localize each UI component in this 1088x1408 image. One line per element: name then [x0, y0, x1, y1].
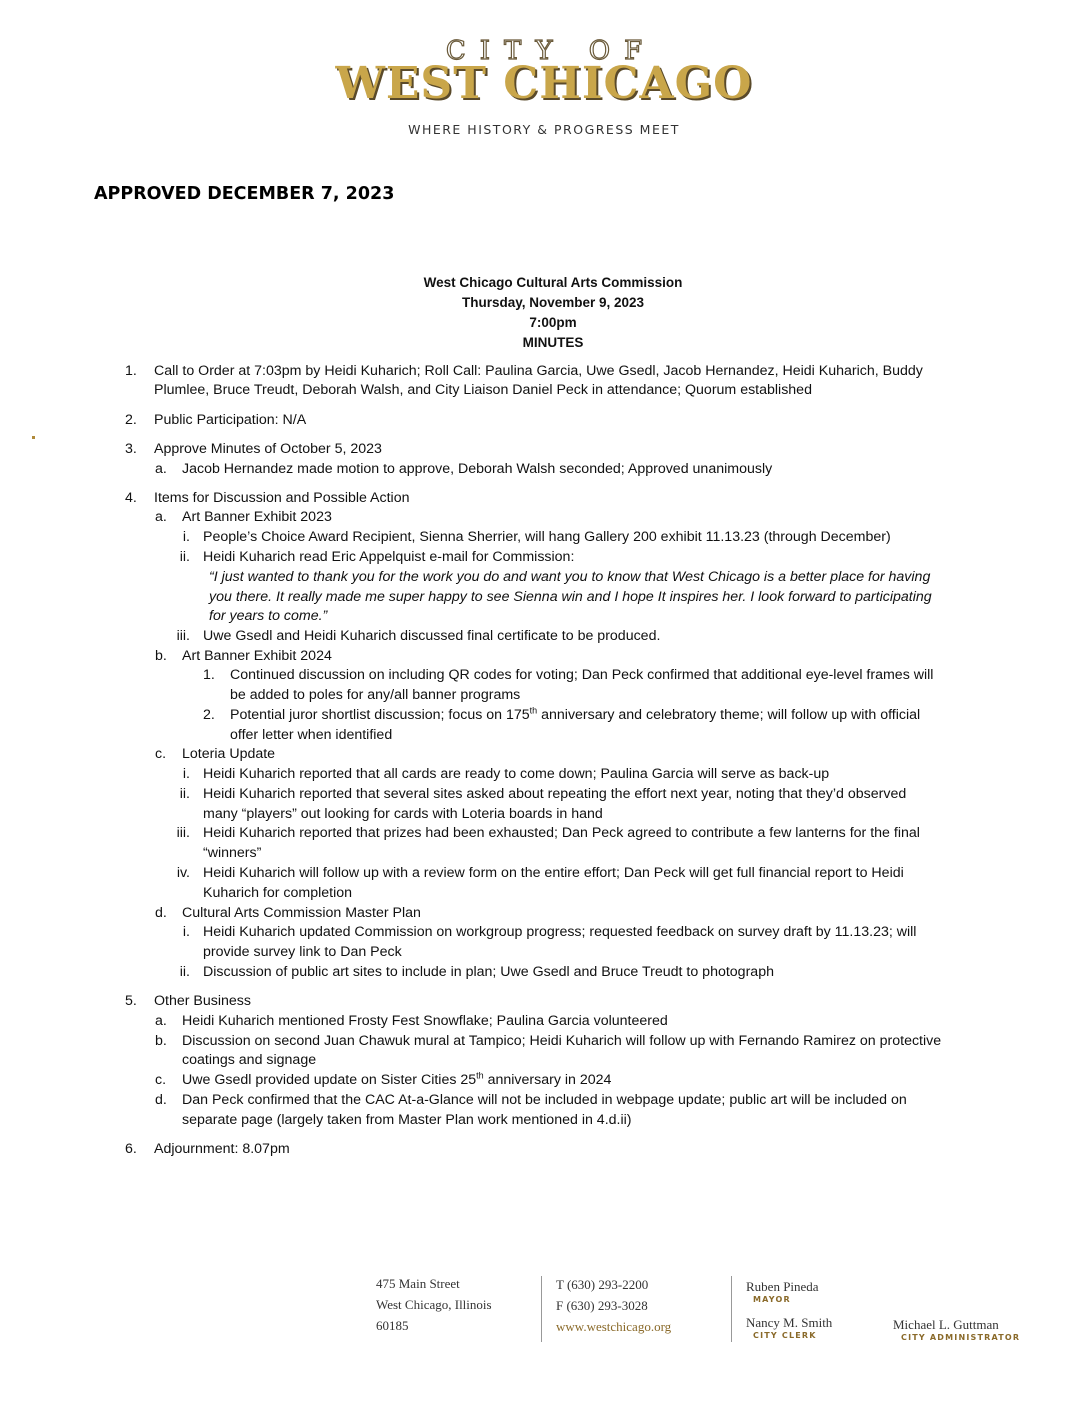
subitem-text: Jacob Hernandez made motion to approve, Deborah Walsh seconded; Approved unanimously: [182, 461, 773, 477]
email-quote: “I just wanted to thank you for the work you do and want you to know that West Chicago is a better place for having: [209, 569, 931, 585]
clerk-name: Nancy M. Smith: [746, 1315, 833, 1330]
subitem-text: Art Banner Exhibit 2024: [182, 648, 332, 664]
numbered-text: [230, 706, 920, 726]
footer-divider: [541, 1276, 542, 1342]
website-link[interactable]: www.westchicago.org: [556, 1319, 672, 1334]
minutes-heading: [0, 273, 1088, 353]
subitem-marker: b.: [155, 648, 167, 664]
clerk-title: CITY CLERK: [753, 1331, 817, 1340]
subitem-text: [182, 1071, 611, 1091]
meeting-time: 7:00pm: [529, 315, 577, 330]
meeting-date: Thursday, November 9, 2023: [461, 295, 645, 310]
subitem-text: Art Banner Exhibit 2023: [182, 509, 332, 525]
ordinal-suffix: th: [529, 705, 538, 716]
fax-number: F (630) 293-3028: [556, 1298, 648, 1313]
roman-marker: ii.: [179, 786, 190, 802]
roman-text: Heidi Kuharich reported that several sites asked about repeating the effort next year, noting that they’d observed: [203, 786, 907, 802]
item-text: Adjournment: 8.07pm: [154, 1141, 290, 1157]
roman-marker: iii.: [176, 825, 190, 841]
subitem-marker: c.: [155, 1072, 167, 1088]
item-number: 4.: [125, 490, 137, 506]
roman-marker: iv.: [176, 865, 190, 881]
roman-text: Heidi Kuharich will follow up with a review form on the entire effort; Dan Peck will get full financial report to Heidi: [203, 865, 904, 881]
scan-artifact: [32, 436, 35, 439]
item-text: Other Business: [154, 993, 251, 1009]
roman-text: many “players” out looking for cards with Loteria boards in hand: [203, 806, 603, 822]
roman-text: “winners”: [203, 845, 262, 861]
administrator-name: Michael L. Guttman: [893, 1317, 999, 1332]
ordinal-suffix: th: [476, 1070, 484, 1081]
subitem-marker: b.: [155, 1033, 167, 1049]
roman-text: People’s Choice Award Recipient, Sienna Sherrier, will hang Gallery 200 exhibit 11.13.23 (through December): [203, 529, 891, 545]
subitem-text: Cultural Arts Commission Master Plan: [182, 905, 421, 921]
roman-marker: ii.: [179, 964, 190, 980]
item-number: 6.: [125, 1141, 137, 1157]
email-quote: you there. It really made me super happy to see Sienna win and I hope It inspires her. I look forward to participating: [209, 589, 932, 605]
footer-contact: [556, 1274, 671, 1337]
roman-marker: i.: [182, 924, 190, 940]
item-text: Items for Discussion and Possible Action: [154, 490, 410, 506]
item-text: Approve Minutes of October 5, 2023: [154, 441, 382, 457]
text-run: Uwe Gsedl provided update on Sister Cities 25: [182, 1072, 477, 1088]
phone-number: T (630) 293-2200: [556, 1277, 649, 1292]
roman-text: Heidi Kuharich reported that prizes had been exhausted; Dan Peck agreed to contribute a few lanterns for the final: [203, 825, 920, 841]
subitem-marker: a.: [155, 461, 167, 477]
footer-address: [376, 1273, 492, 1336]
minutes-title: MINUTES: [522, 335, 584, 350]
letterhead-west-chicago: WEST CHICAGO: [335, 58, 753, 109]
approved-stamp: APPROVED DECEMBER 7, 2023: [94, 184, 395, 204]
item-number: 1.: [125, 363, 137, 379]
roman-text: Heidi Kuharich reported that all cards are ready to come down; Paulina Garcia will serve as back-up: [203, 766, 830, 782]
commission-name: West Chicago Cultural Arts Commission: [423, 275, 683, 290]
subitem-marker: a.: [155, 509, 167, 525]
footer-divider: [731, 1276, 732, 1342]
numbered-text: offer letter when identified: [230, 727, 393, 743]
subitem-text: Discussion on second Juan Chawuk mural at Tampico; Heidi Kuharich will follow up with Fernando Ramirez on protective: [182, 1033, 942, 1049]
roman-marker: i.: [182, 766, 190, 782]
subitem-marker: d.: [155, 1092, 167, 1108]
roman-marker: ii.: [179, 549, 190, 565]
address-zip: 60185: [376, 1318, 409, 1333]
numbered-marker: 1.: [203, 667, 215, 683]
subitem-text: Loteria Update: [182, 746, 276, 762]
address-city: West Chicago, Illinois: [376, 1297, 492, 1312]
numbered-marker: 2.: [203, 707, 215, 723]
subitem-text: separate page (largely taken from Master Plan work mentioned in 4.d.ii): [182, 1112, 632, 1128]
roman-text: Discussion of public art sites to include in plan; Uwe Gsedl and Bruce Treudt to photograph: [203, 964, 774, 980]
item-text: Public Participation: N/A: [154, 412, 307, 428]
roman-text: Heidi Kuharich updated Commission on workgroup progress; requested feedback on survey draft by 11.13.23; will: [203, 924, 917, 940]
item-text: Call to Order at 7:03pm by Heidi Kuharich; Roll Call: Paulina Garcia, Uwe Gsedl, Jacob Hernandez, Heidi Kuharich, Buddy: [154, 363, 923, 379]
roman-marker: i.: [182, 529, 190, 545]
text-run: anniversary in 2024: [483, 1072, 612, 1088]
item-number: 5.: [125, 993, 137, 1009]
text-run: Potential juror shortlist discussion; focus on 175: [230, 707, 530, 723]
roman-text: Heidi Kuharich read Eric Appelquist e-mail for Commission:: [203, 549, 575, 565]
subitem-marker: a.: [155, 1013, 167, 1029]
email-quote: for years to come.”: [209, 608, 328, 624]
numbered-text: Continued discussion on including QR codes for voting; Dan Peck confirmed that additional eye-level frames will: [230, 667, 934, 683]
subitem-text: Dan Peck confirmed that the CAC At-a-Glance will not be included in webpage update; public art will be included on: [182, 1092, 907, 1108]
address-street: 475 Main Street: [376, 1276, 460, 1291]
letterhead-tagline: WHERE HISTORY & PROGRESS MEET: [408, 122, 680, 137]
subitem-text: Heidi Kuharich mentioned Frosty Fest Snowflake; Paulina Garcia volunteered: [182, 1013, 668, 1029]
subitem-marker: c.: [155, 746, 167, 762]
mayor-name: Ruben Pineda: [746, 1279, 819, 1294]
administrator-title: CITY ADMINISTRATOR: [901, 1333, 1021, 1342]
roman-text: Kuharich for completion: [203, 885, 353, 901]
mayor-title: MAYOR: [753, 1295, 791, 1304]
item-number: 2.: [125, 412, 137, 428]
roman-text: Uwe Gsedl and Heidi Kuharich discussed final certificate to be produced.: [203, 628, 661, 644]
numbered-text: be added to poles for any/all banner programs: [230, 687, 521, 703]
letterhead-city-of: CITY OF: [445, 36, 657, 66]
text-run: anniversary and celebratory theme; will follow up with official: [537, 707, 921, 723]
subitem-marker: d.: [155, 905, 167, 921]
item-number: 3.: [125, 441, 137, 457]
roman-marker: iii.: [176, 628, 190, 644]
roman-text: provide survey link to Dan Peck: [203, 944, 402, 960]
item-text: Plumlee, Bruce Treudt, Deborah Walsh, and City Liaison Daniel Peck in attendance; Quorum established: [154, 382, 812, 398]
subitem-text: coatings and signage: [182, 1052, 317, 1068]
